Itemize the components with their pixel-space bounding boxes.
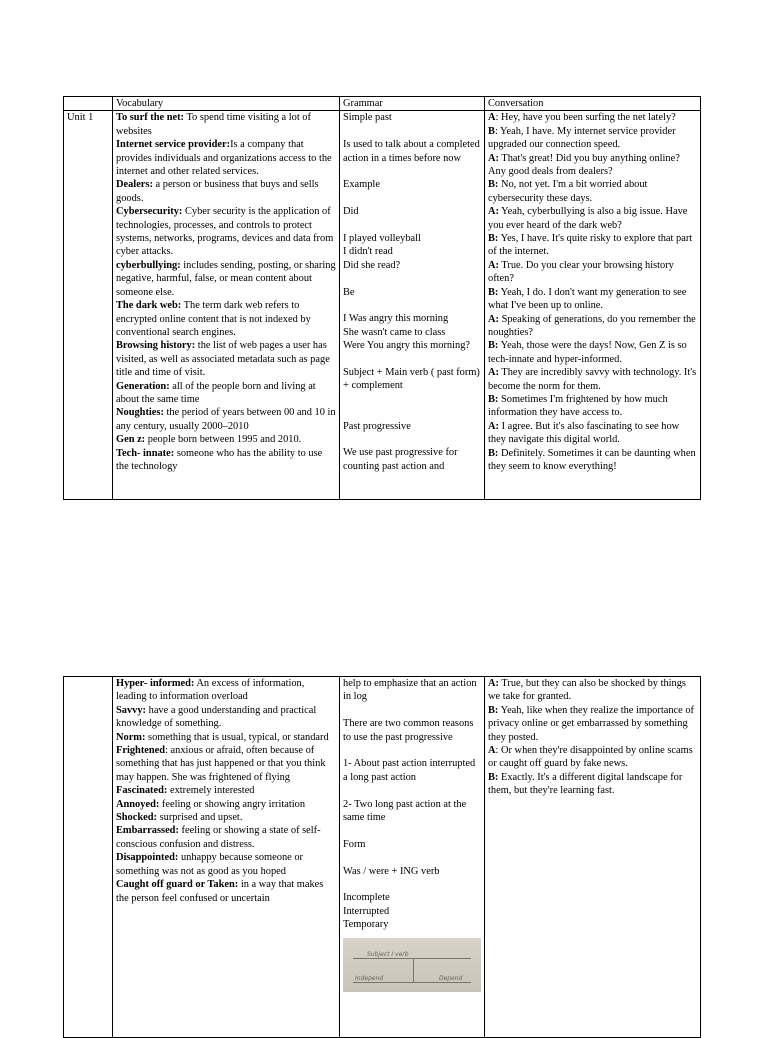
vocabulary-definition: The term dark web refers to encrypted online content that is not indexed by conventional search engines.	[116, 300, 311, 338]
vocabulary-term: The dark web:	[116, 300, 182, 312]
unit-label: Unit 1	[64, 111, 113, 500]
unit-label-empty	[64, 677, 113, 1038]
conversation-line	[488, 152, 697, 179]
vocabulary-definition: a person or business that buys and sells goods.	[116, 179, 319, 204]
header-row	[64, 97, 701, 111]
conversation-line	[488, 339, 697, 366]
conversation-line	[488, 125, 697, 152]
vocabulary-entry	[116, 878, 336, 905]
photo-label-left: Independ	[355, 974, 384, 982]
vocabulary-term: To surf the net:	[116, 112, 185, 124]
speaker-line: Exactly. It's a different digital landscape for them, but they're learning fast.	[488, 771, 683, 797]
vocabulary-term: Browsing history:	[116, 340, 196, 352]
vocabulary-definition: all of the people born and living at about the same time	[116, 380, 316, 405]
grammar-line: Was / were + ING verb	[343, 865, 440, 877]
vocabulary-definition: have a good understanding and practical knowledge of something.	[116, 704, 317, 730]
speaker-line: Yeah, those were the days! Now, Gen Z is so tech-innate and hyper-informed.	[488, 340, 687, 365]
vocabulary-entry	[116, 811, 336, 824]
speaker-line: Sometimes I'm frightened by how much information they have access to.	[488, 393, 668, 419]
conversation-line	[488, 704, 697, 744]
speaker-line: : Yeah, I have. My internet service provider upgraded our connection speed.	[488, 125, 676, 151]
grammar-line	[343, 433, 481, 446]
conversation-line	[488, 232, 697, 259]
speaker-line: Yeah, cyberbullying is also a big issue. Have you ever heard of the dark web?	[488, 206, 688, 231]
vocabulary-entry	[116, 299, 336, 339]
conversation-line	[488, 259, 697, 286]
vocabulary-term: Noughties:	[116, 407, 164, 419]
speaker-label: A:	[488, 313, 499, 325]
lesson-table-page-2	[63, 676, 701, 1038]
grammar-line: Temporary	[343, 919, 389, 931]
speaker-label: A:	[488, 152, 499, 164]
grammar-line	[343, 219, 481, 232]
vocabulary-term: Shocked:	[116, 812, 157, 824]
speaker-line: Speaking of generations, do you remember the noughties?	[488, 313, 696, 338]
vocabulary-entry	[116, 677, 336, 704]
vocabulary-term: Gen z:	[116, 434, 146, 446]
grammar-line	[343, 393, 481, 406]
speaker-label: A	[488, 745, 496, 757]
speaker-label: B:	[488, 393, 499, 405]
grammar-line	[343, 353, 481, 366]
vocabulary-definition: in a way that makes the person feel confused or uncertain	[116, 879, 324, 904]
speaker-line: : Or when they're disappointed by online scams or caught off guard by fake news.	[488, 745, 693, 770]
speaker-label: A:	[488, 367, 499, 379]
vocabulary-term: Hyper- informed:	[116, 678, 195, 689]
lesson-table-page-1	[63, 96, 701, 500]
grammar-line	[343, 192, 481, 205]
vocabulary-definition: To spend time visiting a lot of websites	[116, 112, 311, 137]
photo-label-top: Subject I verb	[367, 950, 409, 958]
grammar-line	[343, 406, 481, 419]
conversation-line	[488, 744, 697, 771]
grammar-line: I didn't read	[343, 246, 393, 258]
grammar-line: She wasn't came to class	[343, 326, 446, 338]
grammar-line: Is used to talk about a completed action in a times before now	[343, 139, 480, 164]
header-vocabulary: Vocabulary	[113, 97, 340, 111]
grammar-line: We use past progressive for counting past action and	[343, 447, 458, 472]
vocabulary-entry	[116, 205, 336, 259]
header-unit-cell	[64, 97, 113, 111]
speaker-label: A:	[488, 678, 499, 689]
vocabulary-entry	[116, 406, 336, 433]
vocabulary-term: cyberbullying:	[116, 259, 181, 271]
grammar-cell	[340, 111, 485, 500]
vocabulary-entry	[116, 339, 336, 379]
vocabulary-entry	[116, 138, 336, 178]
conversation-line	[488, 111, 697, 124]
grammar-line	[343, 784, 481, 797]
speaker-line: True, but they can also be shocked by things we take for granted.	[488, 678, 686, 703]
speaker-line: That's great! Did you buy anything online? Any good deals from dealers?	[488, 152, 680, 178]
photo-label-right: Depend	[439, 974, 463, 982]
grammar-line	[343, 125, 481, 138]
speaker-label: B:	[488, 233, 499, 245]
grammar-line: I Was angry this morning	[343, 313, 449, 325]
conversation-line	[488, 286, 697, 313]
vocabulary-definition: the list of web pages a user has visited, as well as associated metadata such as page title and time of visit.	[116, 340, 330, 379]
vocabulary-definition: Cyber security is the application of technologies, processes, and controls to protect systems, networks, programs, devices and data from cyber attacks.	[116, 206, 334, 258]
conversation-line	[488, 366, 697, 393]
grammar-line: Incomplete	[343, 892, 390, 904]
vocabulary-term: Norm:	[116, 731, 146, 743]
speaker-label: A	[488, 112, 496, 124]
grammar-line	[343, 824, 481, 837]
grammar-line: Subject + Main verb ( past form) + complement	[343, 367, 480, 392]
vocabulary-definition: people born between 1995 and 2010.	[145, 434, 302, 446]
vocabulary-term: Fascinated:	[116, 785, 168, 797]
speaker-line: Yes, I have. It's quite risky to explore that part of the internet.	[488, 233, 693, 258]
header-conversation: Conversation	[485, 97, 701, 111]
vocabulary-entry	[116, 433, 336, 446]
conversation-line	[488, 393, 697, 420]
vocabulary-cell	[113, 111, 340, 500]
vocabulary-term: Tech- innate:	[116, 447, 175, 459]
conversation-cell	[485, 111, 701, 500]
conversation-line	[488, 677, 697, 704]
speaker-label: A:	[488, 420, 499, 432]
speaker-label: B:	[488, 179, 499, 191]
vocabulary-entry	[116, 851, 336, 878]
speaker-line: No, not yet. I'm a bit worried about cybersecurity these days.	[488, 179, 648, 204]
grammar-line	[343, 744, 481, 757]
vocabulary-entry	[116, 447, 336, 474]
vocabulary-term: Embarrassed:	[116, 825, 179, 837]
speaker-label: A:	[488, 206, 499, 218]
grammar-line: Be	[343, 286, 355, 298]
grammar-line	[343, 165, 481, 178]
vocabulary-definition: feeling or showing a state of self-conscious confusion and distress.	[116, 825, 321, 850]
speaker-line: True. Do you clear your browsing history often?	[488, 259, 674, 285]
vocabulary-definition: unhappy because someone or something was not as good as you hoped	[116, 852, 304, 877]
conversation-line	[488, 313, 697, 340]
vocabulary-entry	[116, 704, 336, 731]
conversation-line	[488, 178, 697, 205]
grammar-line	[343, 878, 481, 891]
speaker-line: I agree. But it's also fascinating to see how they navigate this digital world.	[488, 420, 680, 446]
vocabulary-definition: An excess of information, leading to information overload	[116, 678, 305, 703]
vocabulary-entry	[116, 259, 336, 299]
vocabulary-term: Caught off guard or Taken:	[116, 879, 239, 891]
speaker-label: B:	[488, 704, 499, 716]
vocabulary-definition: : anxious or afraid, often because of something that has just happened or that you think may happen. She was frightened of flying	[116, 745, 326, 783]
grammar-line: I played volleyball	[343, 233, 421, 244]
grammar-lines	[343, 677, 481, 932]
speaker-line: Yeah, I do. I don't want my generation to see what I've been up to online.	[488, 286, 687, 312]
vocabulary-definition: feeling or showing angry irritation	[159, 798, 306, 810]
vocabulary-term: Generation:	[116, 380, 170, 392]
vocabulary-term: Savvy:	[116, 704, 147, 716]
speaker-label: B:	[488, 771, 499, 783]
grammar-diagram-photo	[343, 938, 481, 992]
speaker-line: Yeah, like when they realize the importance of privacy online or get embarrassed by something they posted.	[488, 704, 695, 743]
vocabulary-definition: the period of years between 00 and 10 in any century, usually 2000–2010	[116, 407, 336, 432]
grammar-line	[343, 272, 481, 285]
vocabulary-definition: someone who has the ability to use the technology	[116, 447, 323, 472]
vocabulary-entry	[116, 784, 336, 797]
vocabulary-entry	[116, 178, 336, 205]
header-grammar: Grammar	[340, 97, 485, 111]
conversation-line	[488, 771, 697, 798]
vocabulary-definition: something that is usual, typical, or standard	[145, 731, 329, 743]
conversation-line	[488, 447, 697, 474]
grammar-line: Past progressive	[343, 420, 411, 432]
speaker-label: A:	[488, 259, 499, 271]
grammar-line: Example	[343, 179, 380, 191]
grammar-line: 1- About past action interrupted a long past action	[343, 758, 476, 783]
vocabulary-term: Annoyed:	[116, 798, 160, 810]
grammar-line: Did she read?	[343, 259, 401, 271]
grammar-line: Were You angry this morning?	[343, 340, 471, 352]
vocabulary-entry	[116, 744, 336, 784]
vocabulary-term: Cybersecurity:	[116, 206, 183, 218]
vocabulary-entry	[116, 731, 336, 744]
vocabulary-term: Dealers:	[116, 179, 153, 191]
grammar-line: Form	[343, 838, 366, 850]
speaker-line: : Hey, have you been surfing the net lately?	[495, 112, 676, 124]
vocabulary-entry	[116, 380, 336, 407]
speaker-line: They are incredibly savvy with technology. It's become the norm for them.	[488, 367, 697, 392]
grammar-line: Interrupted	[343, 905, 390, 917]
vocabulary-term: Disappointed:	[116, 852, 179, 864]
grammar-line	[343, 851, 481, 864]
conversation-line	[488, 205, 697, 232]
speaker-label: B:	[488, 447, 499, 459]
vocabulary-definition: includes sending, posting, or sharing negative, harmful, false, or mean content about someone else.	[116, 259, 336, 298]
vocabulary-entry	[116, 798, 336, 811]
speaker-line: Definitely. Sometimes it can be daunting when they seem to know everything!	[488, 447, 696, 472]
grammar-cell-continued	[340, 677, 485, 1038]
grammar-line	[343, 299, 481, 312]
grammar-line: 2- Two long past action at the same time	[343, 798, 467, 824]
unit-row	[64, 111, 701, 500]
vocabulary-definition: surprised and upset.	[157, 812, 243, 824]
conversation-line	[488, 420, 697, 447]
conversation-cell-continued	[485, 677, 701, 1038]
vocabulary-definition: extremely interested	[167, 785, 255, 797]
speaker-label: B:	[488, 340, 499, 352]
vocabulary-definition: Is a company that provides individuals and organizations access to the internet and other related services.	[116, 139, 332, 178]
grammar-line: There are two common reasons to use the past progressive	[343, 718, 474, 743]
grammar-line	[343, 704, 481, 717]
vocabulary-term: Internet service provider:	[116, 139, 231, 151]
vocabulary-cell-continued	[113, 677, 340, 1038]
unit-row-continued	[64, 677, 701, 1038]
vocabulary-entry	[116, 111, 336, 138]
speaker-label: B:	[488, 286, 499, 298]
grammar-line: Did	[343, 206, 359, 218]
vocabulary-entry	[116, 824, 336, 851]
grammar-line: Simple past	[343, 112, 392, 124]
grammar-line: help to emphasize that an action in log	[343, 678, 477, 703]
vocabulary-term: Frightened	[116, 745, 166, 757]
speaker-label: B	[488, 125, 495, 137]
